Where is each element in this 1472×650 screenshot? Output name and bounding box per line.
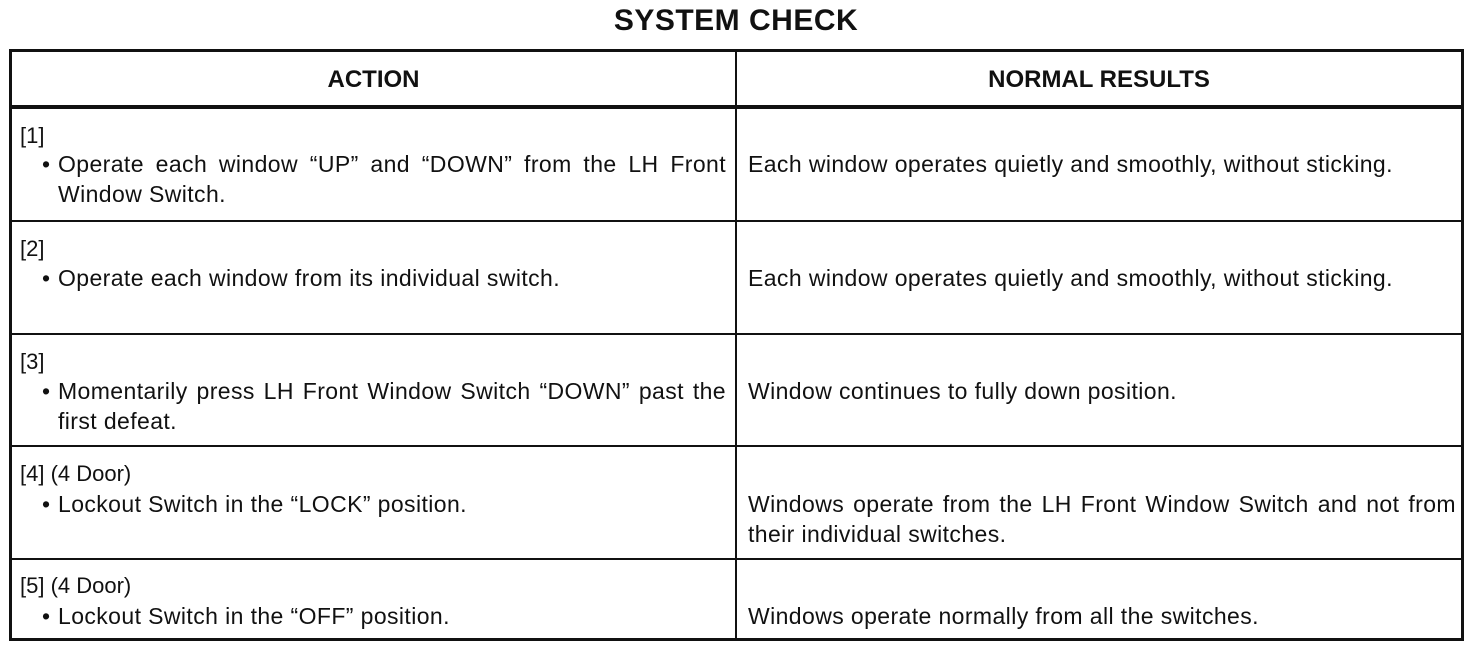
header-divider <box>12 105 1461 109</box>
action-cell <box>42 263 726 293</box>
result-cell: Window continues to fully down position. <box>748 378 1177 404</box>
action-cell <box>42 601 726 631</box>
bullet: • <box>42 491 51 517</box>
row-divider <box>12 220 1461 222</box>
action-text: Lockout Switch in the “OFF” position. <box>58 603 450 629</box>
bullet: • <box>42 265 51 291</box>
action-cell <box>42 489 726 519</box>
step-number: [1] <box>20 123 45 148</box>
action-text: Lockout Switch in the “LOCK” position. <box>58 491 467 517</box>
action-text: Operate each window from its individual switch. <box>58 265 561 291</box>
header-action: ACTION <box>327 66 420 93</box>
system-check-table <box>9 49 1464 641</box>
column-divider <box>735 52 737 638</box>
row-divider <box>12 333 1461 335</box>
step-number: [2] <box>20 236 45 261</box>
action-text: Operate each window “UP” and “DOWN” from the LH Front Window Switch. <box>58 151 726 207</box>
result-cell: Each window operates quietly and smoothly, without sticking. <box>748 265 1393 291</box>
result-cell: Each window operates quietly and smoothly, without sticking. <box>748 151 1393 177</box>
result-cell: Windows operate normally from all the switches. <box>748 603 1259 629</box>
bullet: • <box>42 603 51 629</box>
page-title: SYSTEM CHECK <box>613 4 859 37</box>
step-number: [5] (4 Door) <box>20 573 132 598</box>
row-divider <box>12 445 1461 447</box>
step-number: [3] <box>20 349 45 374</box>
header-normal-results: NORMAL RESULTS <box>988 66 1210 93</box>
bullet: • <box>42 151 51 177</box>
step-number: [4] (4 Door) <box>20 461 132 486</box>
row-divider <box>12 558 1461 560</box>
action-cell <box>42 149 726 209</box>
bullet: • <box>42 378 51 404</box>
result-cell: Windows operate from the LH Front Window Switch and not from their individual switches. <box>748 491 1456 547</box>
action-text: Momentarily press LH Front Window Switch “DOWN” past the first defeat. <box>58 378 726 434</box>
action-cell <box>42 376 726 436</box>
